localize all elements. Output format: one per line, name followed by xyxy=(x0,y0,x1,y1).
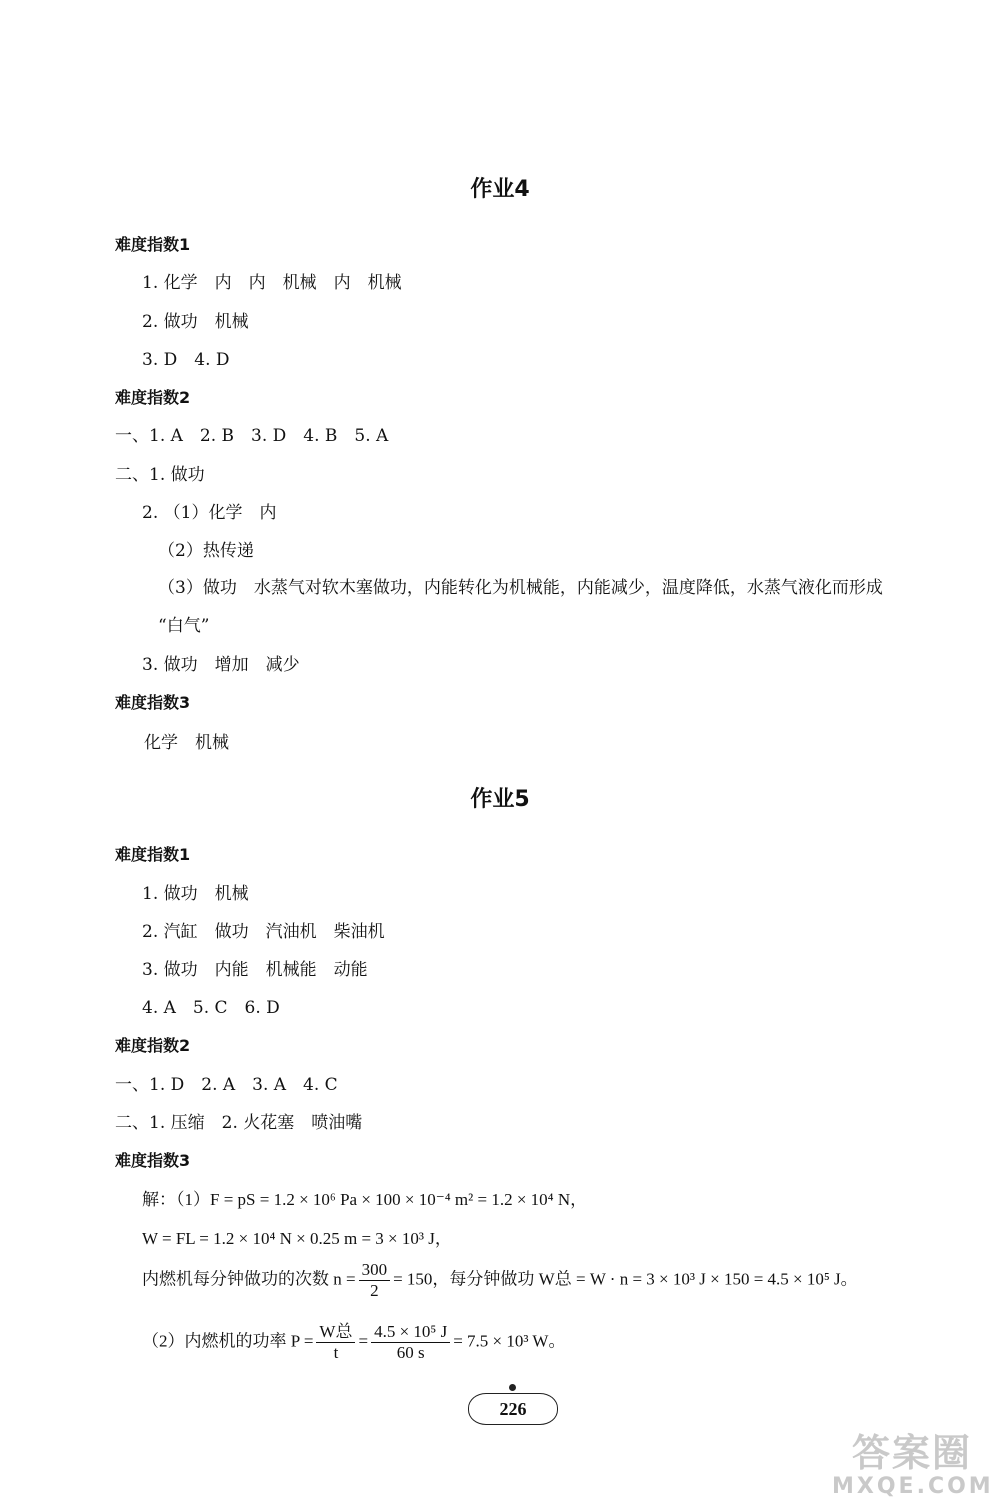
solution-line-4 xyxy=(142,1322,565,1363)
hw4-level1-line-2: 2. 做功 机械 xyxy=(142,312,249,332)
hw5-level1-line-3: 3. 做功 内能 机械能 动能 xyxy=(142,960,368,980)
solution-line-3 xyxy=(142,1260,858,1301)
hw5-level3-label: 难度指数3 xyxy=(115,1151,191,1170)
hw5-level1-line-4: 4. A 5. C 6. D xyxy=(142,998,280,1018)
fraction-denominator: 2 xyxy=(370,1281,379,1300)
equals-sign: = xyxy=(358,1331,369,1351)
hw4-level1-line-3: 3. D 4. D xyxy=(142,350,230,370)
hw4-level3-line-1: 化学 机械 xyxy=(144,733,229,753)
watermark-bottom-text: MXQE.COM xyxy=(832,1474,994,1499)
fraction-numerator: 300 xyxy=(359,1260,391,1281)
hw4-level3-label: 难度指数3 xyxy=(115,693,191,712)
hw4-level1-line-1: 1. 化学 内 内 机械 内 机械 xyxy=(142,273,402,293)
watermark-logo xyxy=(832,1432,992,1504)
hw4-level1-label: 难度指数1 xyxy=(115,235,191,254)
page-number: 226 xyxy=(468,1393,558,1425)
hw4-level2-line-6: “白气” xyxy=(158,616,210,636)
hw5-level2-label: 难度指数2 xyxy=(115,1036,191,1055)
hw5-level2-line-2: 二、1. 压缩 2. 火花塞 喷油嘴 xyxy=(115,1113,363,1133)
hw4-level2-line-3: 2. （1）化学 内 xyxy=(142,503,277,523)
watermark-top-text: 答案圈 xyxy=(851,1431,972,1475)
solution-line-4-prefix: （2）内燃机的功率 P = xyxy=(142,1331,314,1351)
solution-line-4-suffix: = 7.5 × 10³ W。 xyxy=(453,1331,566,1351)
hw5-level1-label: 难度指数1 xyxy=(115,845,191,864)
hw4-level2-line-7: 3. 做功 增加 减少 xyxy=(142,655,300,675)
hw4-level2-line-5: （3）做功 水蒸气对软木塞做功，内能转化为机械能，内能减少，温度降低，水蒸气液化而形成 xyxy=(158,578,883,598)
fraction-numerator: 4.5 × 10⁵ J xyxy=(371,1322,450,1343)
solution-line-1: 解：（1）F = pS = 1.2 × 10⁶ Pa × 100 × 10⁻⁴ m² = 1.2 × 10⁴ N， xyxy=(142,1190,588,1209)
hw4-level2-line-4: （2）热传递 xyxy=(158,541,254,561)
hw4-level2-line-1: 一、1. A 2. B 3. D 4. B 5. A xyxy=(115,426,389,446)
fraction-denominator: t xyxy=(333,1343,339,1362)
fraction-w-over-t xyxy=(316,1322,355,1363)
hw4-title: 作业4 xyxy=(470,177,530,202)
page-number-dot-icon xyxy=(509,1384,516,1391)
hw5-title: 作业5 xyxy=(470,787,530,812)
hw5-level1-line-2: 2. 汽缸 做功 汽油机 柴油机 xyxy=(142,922,385,942)
solution-line-3-prefix: 内燃机每分钟做功的次数 n = xyxy=(142,1269,356,1289)
hw4-level2-line-2: 二、1. 做功 xyxy=(115,465,205,485)
hw5-level1-line-1: 1. 做功 机械 xyxy=(142,884,249,904)
fraction-work-over-time xyxy=(371,1322,450,1363)
solution-line-3-suffix: = 150，每分钟做功 W总 = W · n = 3 × 10³ J × 150 = 4.5 × 10⁵ J。 xyxy=(393,1269,858,1289)
hw5-level2-line-1: 一、1. D 2. A 3. A 4. C xyxy=(115,1075,338,1095)
solution-line-2: W = FL = 1.2 × 10⁴ N × 0.25 m = 3 × 10³ J， xyxy=(142,1229,452,1248)
fraction-denominator: 60 s xyxy=(396,1343,425,1362)
fraction-300-over-2 xyxy=(359,1260,391,1301)
hw4-level2-label: 难度指数2 xyxy=(115,388,191,407)
fraction-numerator: W总 xyxy=(316,1322,355,1343)
